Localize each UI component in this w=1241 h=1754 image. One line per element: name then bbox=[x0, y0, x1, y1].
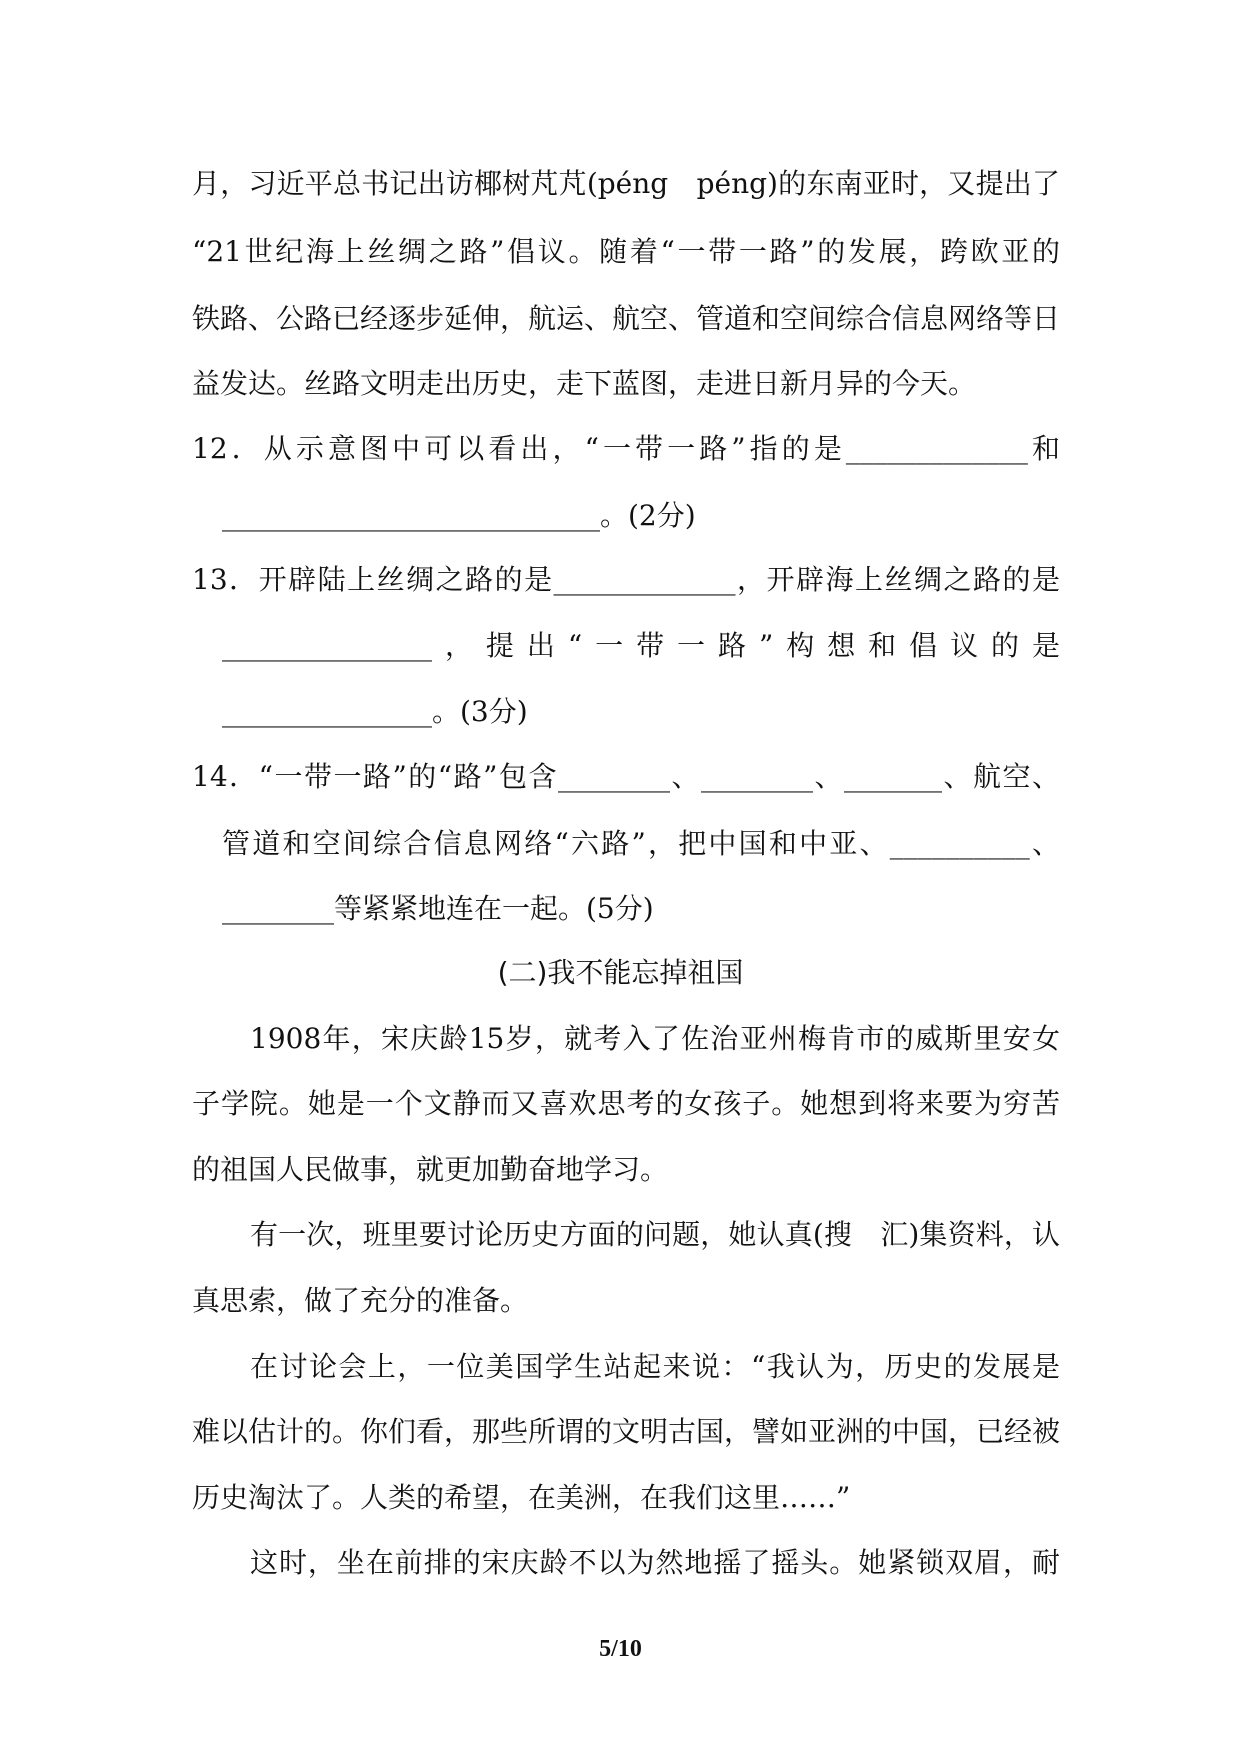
story-line: 的祖国人民做事，就更加勤奋地学习。 bbox=[192, 1153, 669, 1186]
passage-line: “21世纪海上丝绸之路”倡议。随着“一带一路”的发展，跨欧亚的 bbox=[192, 235, 1060, 268]
story-line: 真思索，做了充分的准备。 bbox=[192, 1284, 529, 1317]
question-12-cont: ___________________________。(2分) bbox=[222, 499, 696, 532]
passage-line: 月，习近平总书记出访椰树芃芃(péng péng)的东南亚时，又提出了 bbox=[192, 167, 1060, 200]
question-14-cont: 管道和空间综合信息网络“六路”，把中国和中亚、__________、 bbox=[222, 827, 1060, 860]
page-number: 5/10 bbox=[599, 1636, 642, 1662]
question-13-cont: _______________。(3分) bbox=[222, 695, 528, 728]
story-line: 这时，坐在前排的宋庆龄不以为然地摇了摇头。她紧锁双眉，耐 bbox=[250, 1546, 1060, 1579]
story-line: 子学院。她是一个文静而又喜欢思考的女孩子。她想到将来要为穷苦 bbox=[192, 1087, 1060, 1120]
story-line: 历史淘汰了。人类的希望，在美洲，在我们这里……” bbox=[192, 1481, 851, 1514]
question-14: 14．“一带一路”的“路”包含________、________、_______、航空、 bbox=[192, 760, 1060, 793]
passage-line: 益发达。丝路文明走出历史，走下蓝图，走进日新月异的今天。 bbox=[192, 367, 977, 400]
story-line: 1908年，宋庆龄15岁，就考入了佐治亚州梅肯市的威斯里安女 bbox=[250, 1022, 1060, 1055]
question-13: 13．开辟陆上丝绸之路的是_____________，开辟海上丝绸之路的是 bbox=[192, 563, 1060, 596]
question-14-cont: ________等紧紧地连在一起。(5分) bbox=[222, 892, 654, 925]
story-line: 有一次，班里要讨论历史方面的问题，她认真(搜 汇)集资料，认 bbox=[250, 1218, 1060, 1251]
question-13-cont: _______________，提出“一带一路”构想和倡议的是 bbox=[222, 629, 1060, 662]
passage-line: 铁路、公路已经逐步延伸，航运、航空、管道和空间综合信息网络等日 bbox=[192, 302, 1060, 335]
story-line: 难以估计的。你们看，那些所谓的文明古国，譬如亚洲的中国，已经被 bbox=[192, 1415, 1060, 1448]
question-12: 12．从示意图中可以看出，“一带一路”指的是_____________和 bbox=[192, 432, 1060, 465]
section-title: (二)我不能忘掉祖国 bbox=[497, 956, 744, 989]
story-line: 在讨论会上，一位美国学生站起来说：“我认为，历史的发展是 bbox=[250, 1350, 1060, 1383]
